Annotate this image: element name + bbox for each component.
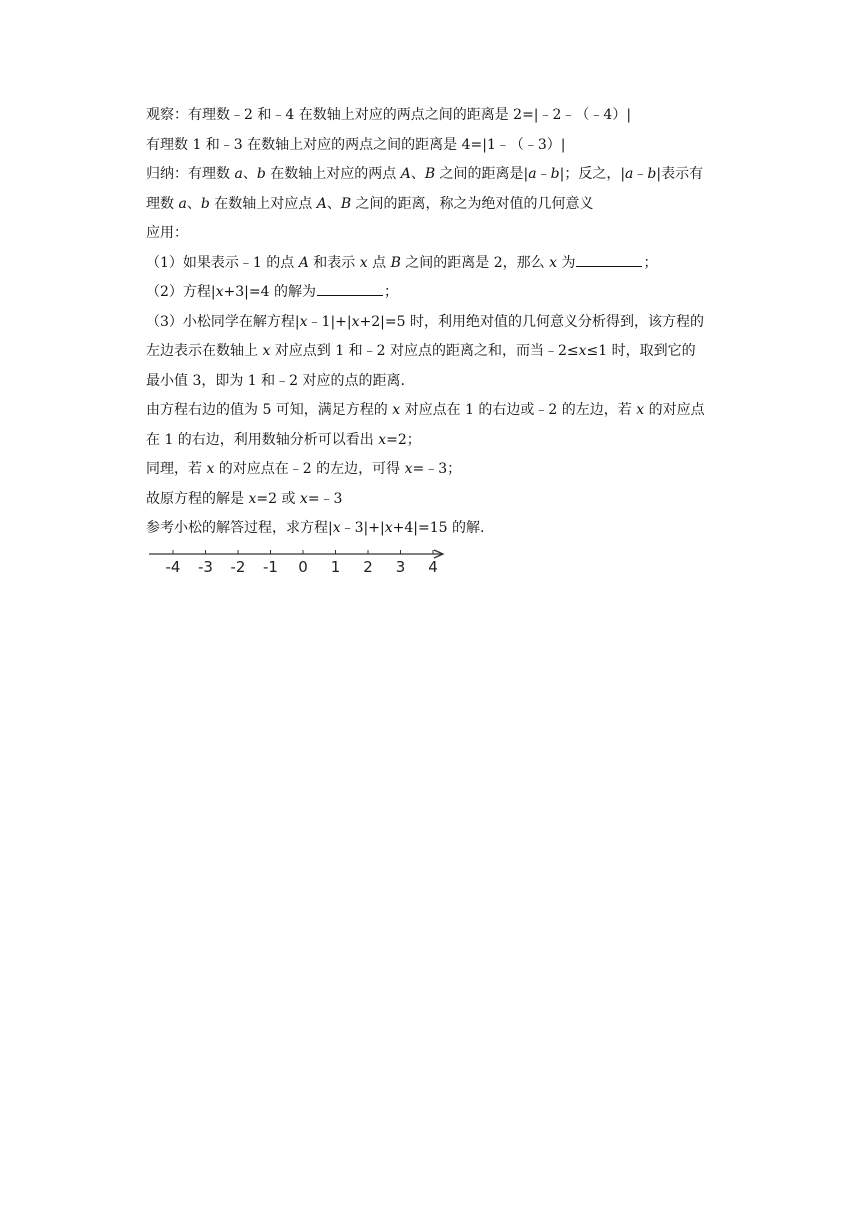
math-variable: a xyxy=(234,166,243,182)
text-segment: 、 xyxy=(326,195,341,212)
text-segment: |；反之，| xyxy=(559,166,626,182)
number-line-svg xyxy=(148,548,448,578)
text-segment: 之间的距离是| xyxy=(435,166,529,182)
answer-blank[interactable] xyxy=(317,280,383,296)
text-line xyxy=(146,101,746,131)
number-line-label: 2 xyxy=(363,558,373,576)
text-segment: 的对应点 xyxy=(644,402,705,418)
number-line-figure xyxy=(148,548,448,578)
text-segment: |表示有 xyxy=(656,166,704,182)
text-segment: 、 xyxy=(410,166,425,182)
number-line-label: -4 xyxy=(165,558,181,576)
math-variable: b xyxy=(647,166,657,182)
text-segment: ﹣ xyxy=(536,166,551,182)
text-segment: 应用： xyxy=(146,225,188,241)
text-segment: =﹣3 xyxy=(307,490,343,507)
text-line xyxy=(146,131,746,161)
text-segment: 有理数 1 和﹣3 在数轴上对应的两点之间的距离是 4=|1﹣（﹣3）| xyxy=(146,136,566,153)
number-line-label: 3 xyxy=(395,558,406,576)
number-line-label: -3 xyxy=(198,558,213,576)
math-variable: A xyxy=(316,195,327,212)
text-line xyxy=(146,514,746,544)
text-segment: ﹣3|+| xyxy=(340,520,385,536)
text-segment: 为 xyxy=(557,254,576,271)
math-variable: x xyxy=(378,431,387,448)
number-line-label: 0 xyxy=(298,558,308,576)
text-segment: 、 xyxy=(186,195,201,212)
text-line xyxy=(146,455,746,485)
text-line xyxy=(146,485,746,515)
math-variable: x xyxy=(248,490,257,507)
text-segment: 故原方程的解是 xyxy=(146,490,249,507)
text-segment: ； xyxy=(383,284,398,300)
math-variable: x xyxy=(299,490,308,507)
text-segment: 同理，若 xyxy=(146,461,207,477)
text-segment: （1）如果表示﹣1 的点 xyxy=(146,254,299,271)
math-variable: x xyxy=(578,343,587,359)
text-segment: 左边表示在数轴上 xyxy=(146,343,263,359)
math-variable: x xyxy=(404,461,413,477)
text-segment: ﹣1|+| xyxy=(307,313,352,330)
math-variable: a xyxy=(178,195,187,212)
text-segment: ≤1 时，取到它的 xyxy=(586,343,696,359)
text-segment: 参考小松的解答过程，求方程| xyxy=(146,520,333,536)
math-variable: x xyxy=(359,254,368,271)
number-line-label: -1 xyxy=(263,558,278,576)
math-variable: x xyxy=(636,402,645,418)
text-segment: =﹣3； xyxy=(412,461,462,477)
text-segment: 和表示 xyxy=(308,254,360,271)
text-segment: 观察：有理数﹣2 和﹣4 在数轴上对应的两点之间的距离是 2=|﹣2﹣（﹣4）| xyxy=(146,107,632,123)
text-segment: 最小值 3，即为 1 和﹣2 对应的点的距离. xyxy=(146,372,405,389)
text-line xyxy=(146,278,746,308)
text-segment: 由方程右边的值为 5 可知，满足方程的 xyxy=(146,402,393,418)
text-line xyxy=(146,219,746,249)
text-segment: 在数轴上对应点 xyxy=(209,195,317,212)
math-variable: x xyxy=(299,313,308,330)
math-variable: a xyxy=(528,166,537,182)
problem-text xyxy=(146,101,746,544)
text-segment: （3）小松同学在解方程| xyxy=(146,313,300,330)
math-variable: B xyxy=(424,166,436,182)
text-segment: 对应点到 1 和﹣2 对应点的距离之和，而当﹣2≤ xyxy=(270,343,579,359)
text-segment: ﹣ xyxy=(633,166,648,182)
text-segment: 在 1 的右边，利用数轴分析可以看出 xyxy=(146,431,379,448)
text-segment: 点 xyxy=(367,254,391,271)
text-segment: ； xyxy=(643,254,658,271)
math-variable: x xyxy=(262,343,271,359)
text-line xyxy=(146,426,746,456)
text-segment: 理数 xyxy=(146,195,179,212)
math-variable: b xyxy=(550,166,560,182)
math-variable: x xyxy=(332,520,341,536)
text-segment: 之间的距离，称之为绝对值的几何意义 xyxy=(351,195,594,212)
text-segment: 对应点在 1 的右边或﹣2 的左边，若 xyxy=(400,402,637,418)
text-segment: =2； xyxy=(386,431,421,448)
math-variable: x xyxy=(392,402,401,418)
math-variable: B xyxy=(340,195,352,212)
math-variable: b xyxy=(200,195,210,212)
number-line-label: 1 xyxy=(330,558,341,576)
answer-blank[interactable] xyxy=(576,251,642,267)
text-line xyxy=(146,337,746,367)
math-variable: x xyxy=(215,284,224,300)
math-variable: x xyxy=(549,254,558,271)
math-variable: a xyxy=(625,166,634,182)
text-line xyxy=(146,308,746,338)
text-line xyxy=(146,190,746,220)
text-segment: =2 或 xyxy=(256,490,300,507)
text-segment: +2|=5 时，利用绝对值的几何意义分析得到，该方程的 xyxy=(359,313,704,330)
number-line-label: 4 xyxy=(428,558,438,576)
math-variable: b xyxy=(256,166,266,182)
math-variable: A xyxy=(298,254,309,271)
math-variable: A xyxy=(400,166,411,182)
math-variable: x xyxy=(384,520,393,536)
text-segment: 之间的距离是 2，那么 xyxy=(400,254,550,271)
math-variable: x xyxy=(206,461,215,477)
text-segment: 的对应点在﹣2 的左边，可得 xyxy=(214,461,405,477)
number-line-label: -2 xyxy=(230,558,246,576)
text-segment: 在数轴上对应的两点 xyxy=(265,166,401,182)
text-segment: （2）方程| xyxy=(146,284,216,300)
math-variable: B xyxy=(390,254,401,271)
math-variable: x xyxy=(351,313,360,330)
text-line xyxy=(146,367,746,397)
text-line xyxy=(146,160,746,190)
text-line xyxy=(146,396,746,426)
text-line xyxy=(146,249,746,279)
text-segment: 归纳：有理数 xyxy=(146,166,235,182)
text-segment: 、 xyxy=(242,166,257,182)
text-segment: +4|=15 的解. xyxy=(392,520,485,536)
text-segment: +3|=4 的解为 xyxy=(223,284,316,300)
